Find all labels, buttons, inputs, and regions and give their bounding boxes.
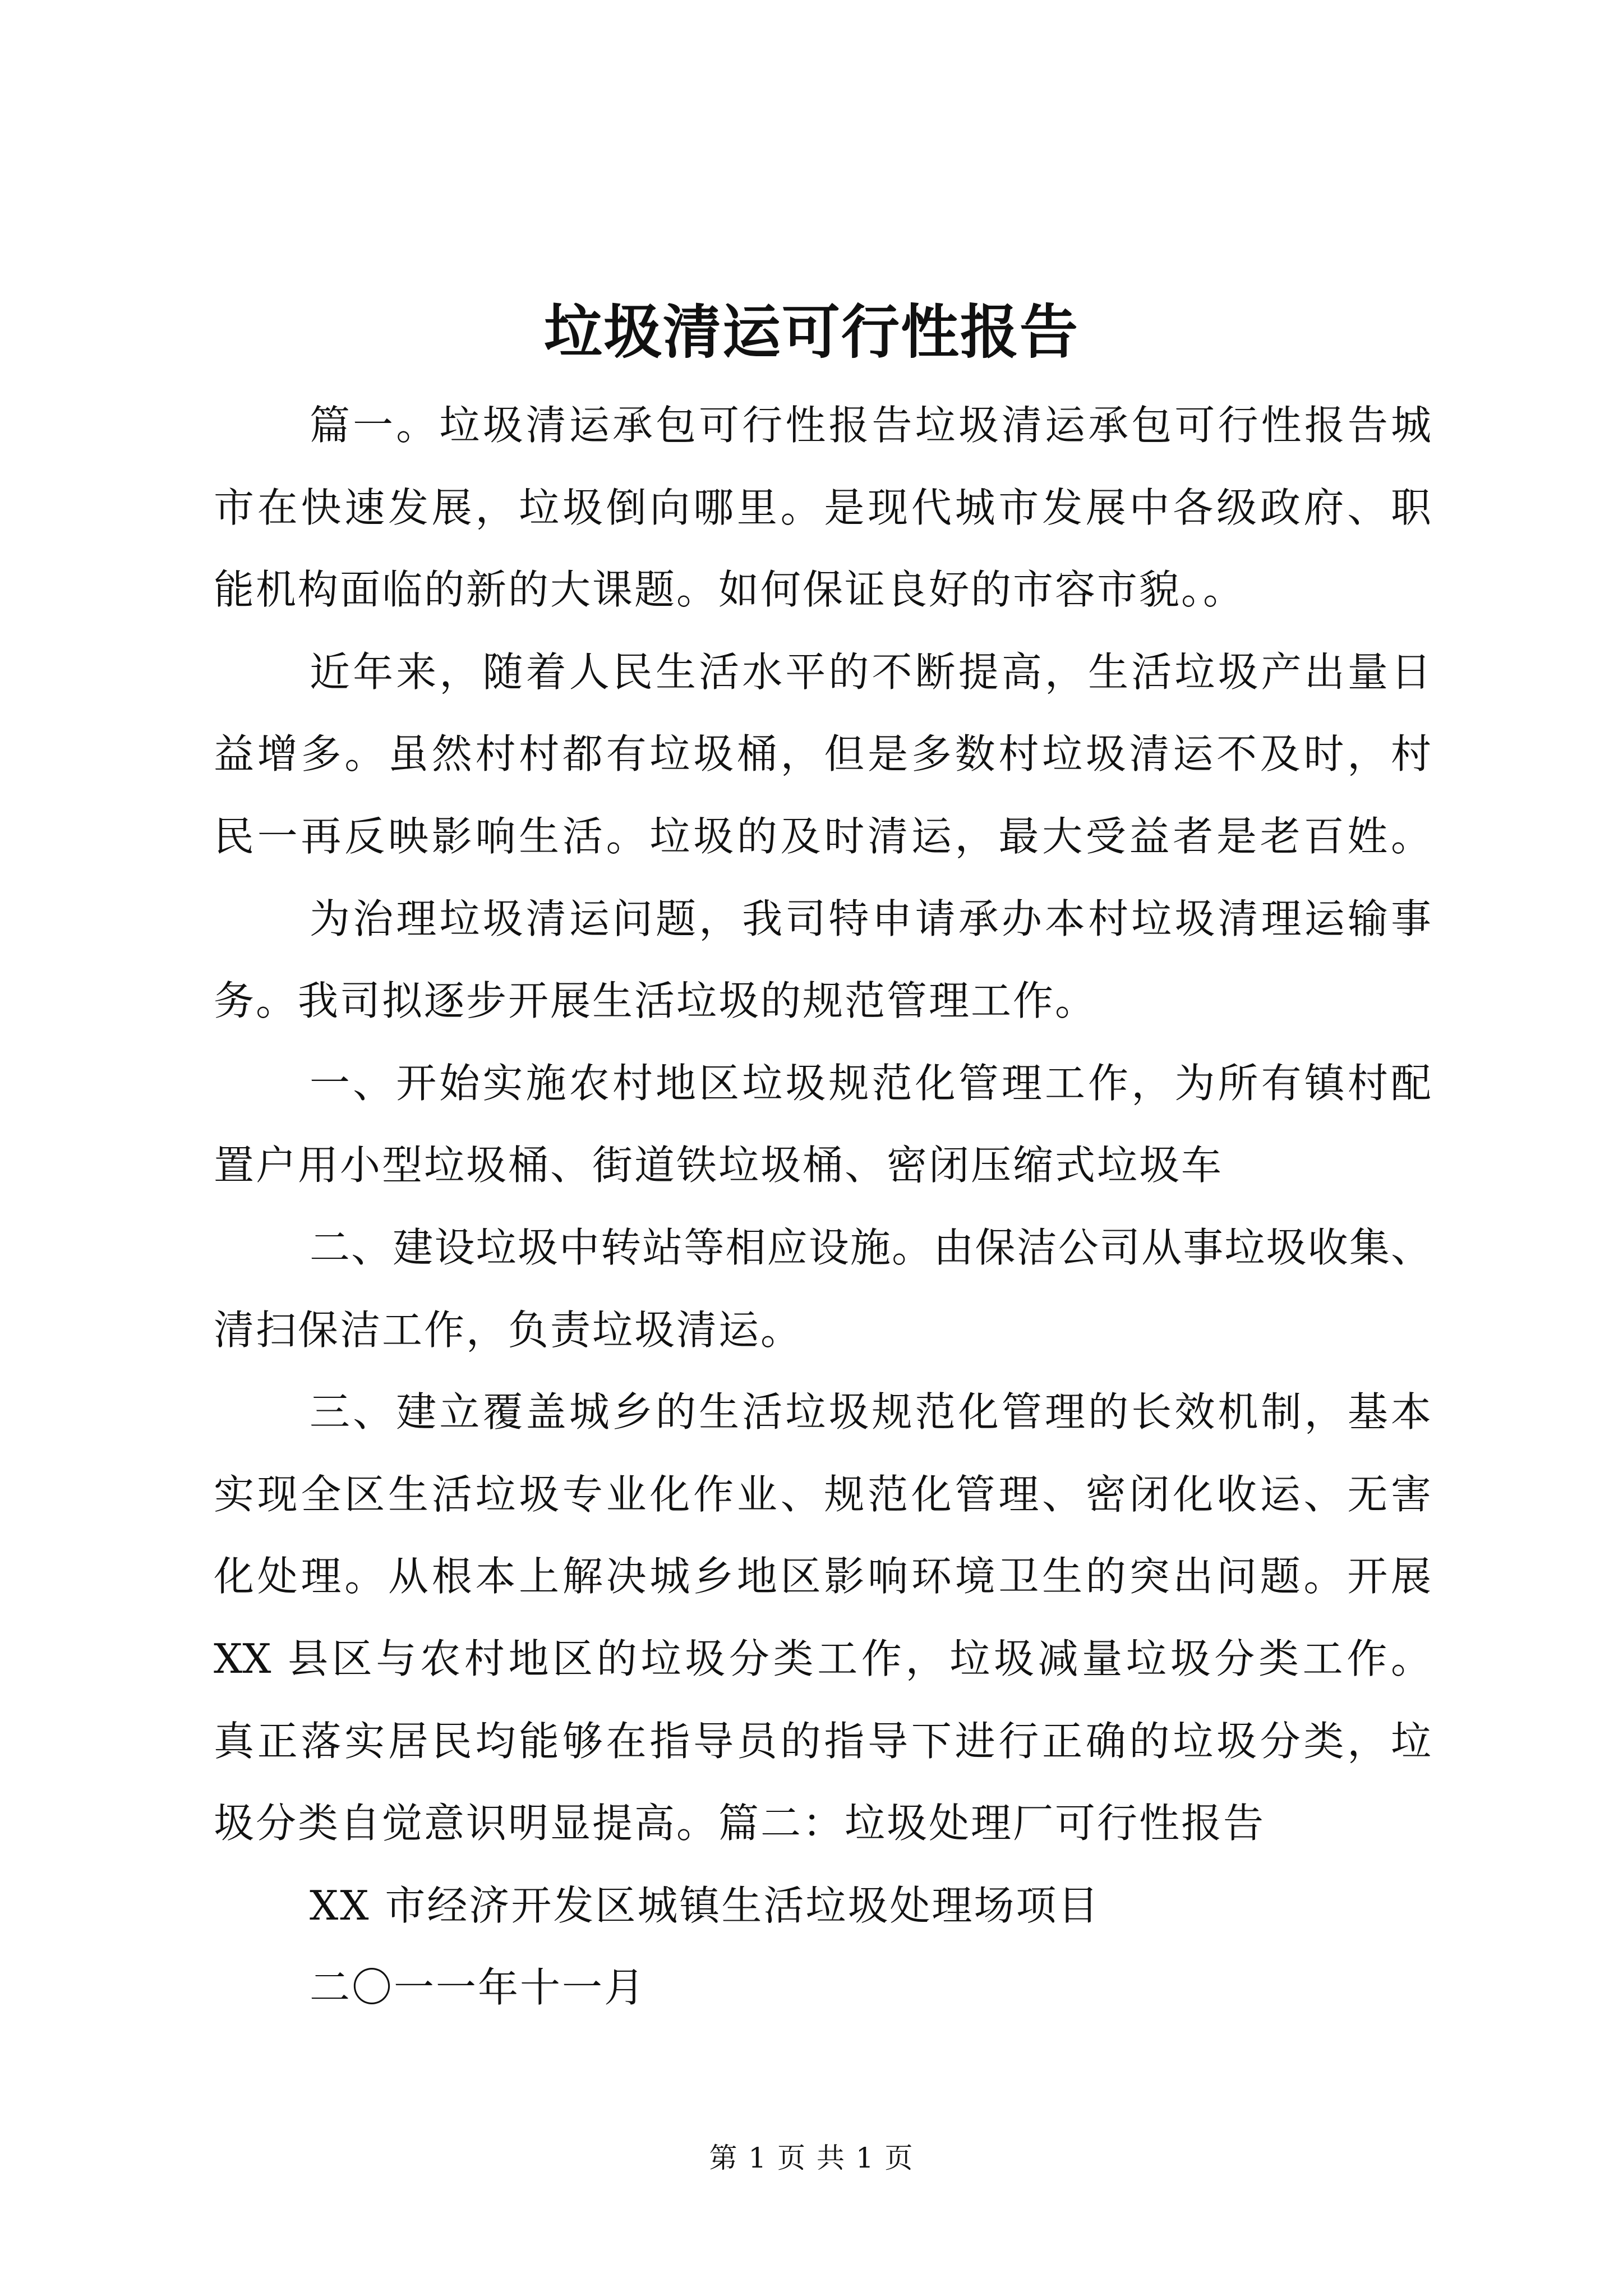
text-line: 篇一。垃圾清运承包可行性报告垃圾清运承包可行性报告城 [310, 402, 1431, 449]
paragraph [214, 631, 1431, 878]
text-line: 三、建立覆盖城乡的生活垃圾规范化管理的长效机制，基本 [310, 1388, 1431, 1436]
text-line: 真正落实居民均能够在指导员的指导下进行正确的垃圾分类，垃 [214, 1717, 1431, 1765]
text-line: 二〇一一年十一月 [310, 1964, 647, 2012]
text-line: 清扫保洁工作，负责垃圾清运。 [214, 1306, 803, 1354]
text-line: 实现全区生活垃圾专业化作业、规范化管理、密闭化收运、无害 [214, 1470, 1431, 1518]
text-line: XX 市经济开发区城镇生活垃圾处理场项目 [310, 1881, 1100, 1929]
text-line: 务。我司拟逐步开展生活垃圾的规范管理工作。 [214, 977, 1098, 1025]
text-line: XX 县区与农村地区的垃圾分类工作，垃圾减量垃圾分类工作。 [214, 1635, 1431, 1682]
paragraph [214, 1371, 1431, 1865]
text-line: 置户用小型垃圾桶、街道铁垃圾桶、密闭压缩式垃圾车 [214, 1142, 1224, 1189]
paragraph [214, 1865, 1431, 1947]
paragraph [214, 1042, 1431, 1207]
document-title: 垃圾清运可行性报告 [543, 297, 1079, 366]
text-line: 化处理。从根本上解决城乡地区影响环境卫生的突出问题。开展 [214, 1553, 1431, 1600]
text-line: 近年来，随着人民生活水平的不断提高，生活垃圾产出量日 [310, 648, 1431, 696]
text-line: 一、开始实施农村地区垃圾规范化管理工作，为所有镇村配 [310, 1059, 1431, 1107]
paragraph [214, 878, 1431, 1042]
text-line: 圾分类自觉意识明显提高。篇二：垃圾处理厂可行性报告 [214, 1800, 1266, 1847]
text-line: 市在快速发展，垃圾倒向哪里。是现代城市发展中各级政府、职 [214, 484, 1431, 531]
document-body [214, 384, 1431, 2029]
text-line: 能机构面临的新的大课题。如何保证良好的市容市貌。。 [214, 566, 1246, 614]
text-line: 为治理垃圾清运问题，我司特申请承办本村垃圾清理运输事 [310, 895, 1431, 942]
page-footer: 第 1 页 共 1 页 [709, 2142, 914, 2174]
date-line [214, 1947, 1431, 2029]
paragraph [214, 384, 1431, 631]
text-line: 民一再反映影响生活。垃圾的及时清运，最大受益者是老百姓。 [214, 812, 1431, 860]
paragraph [214, 1207, 1431, 1371]
text-line: 二、建设垃圾中转站等相应设施。由保洁公司从事垃圾收集、 [310, 1223, 1431, 1271]
text-line: 益增多。虽然村村都有垃圾桶，但是多数村垃圾清运不及时，村 [214, 730, 1431, 778]
